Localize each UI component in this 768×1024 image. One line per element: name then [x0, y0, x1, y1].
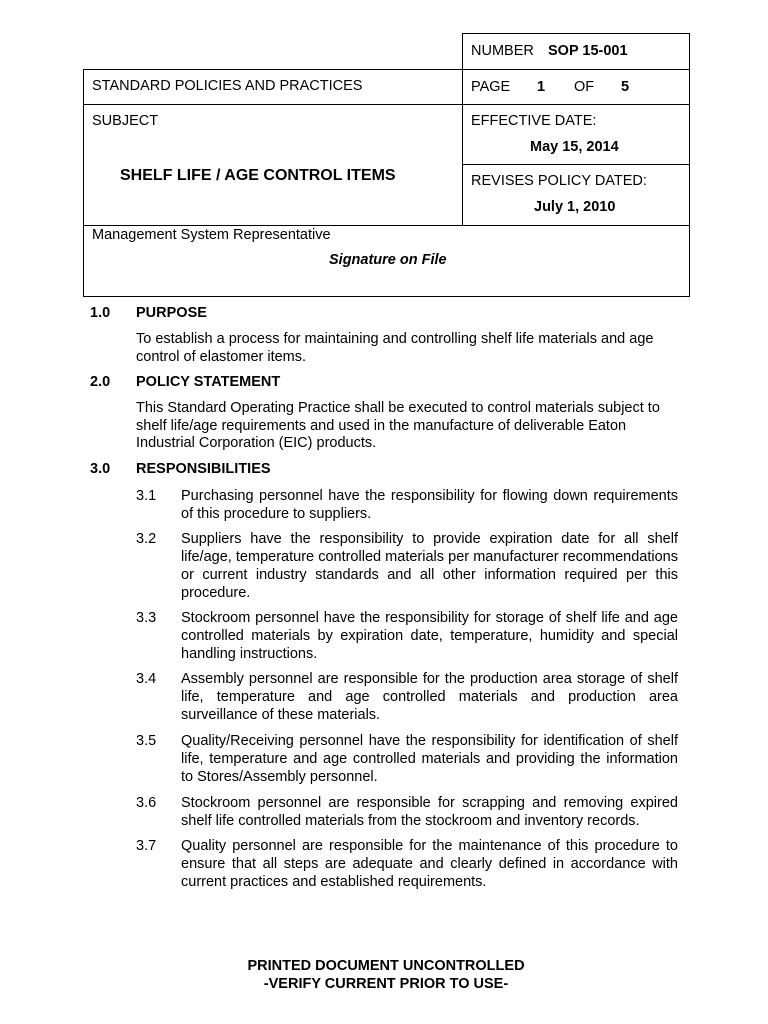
- revises-policy-cell: [462, 164, 690, 226]
- org-title-cell: [83, 69, 463, 105]
- subject-title: SHELF LIFE / AGE CONTROL ITEMS: [120, 167, 396, 184]
- page-label: PAGE: [471, 79, 511, 95]
- section-title: PURPOSE: [136, 305, 207, 321]
- signature-text: Signature on File: [329, 252, 447, 268]
- item-number: 3.5: [136, 733, 157, 749]
- page-current: 1: [537, 79, 546, 95]
- item-text: Suppliers have the responsibility to provide expiration date for all shelf life/age, temperature controlled materials per manufacturer recommendations or current industry standards and all other information required per this procedure.: [181, 531, 678, 601]
- item-number: 3.1: [136, 488, 157, 504]
- item-text: Purchasing personnel have the responsibility for flowing down requirements of this procedure to suppliers.: [181, 488, 678, 522]
- item-number: 3.4: [136, 671, 157, 687]
- section-policy-text: This Standard Operating Practice shall be executed to control materials subject to shelf life/age requirements and used in the manufacture of deliverable Eaton Industrial Corporation (EIC) products.: [136, 400, 660, 452]
- section-number: 1.0: [90, 305, 111, 321]
- section-number: 3.0: [90, 461, 111, 477]
- item-number: 3.2: [136, 531, 157, 547]
- effective-date-label: EFFECTIVE DATE:: [471, 113, 597, 129]
- footer-uncontrolled-notice: PRINTED DOCUMENT UNCONTROLLED: [247, 958, 525, 974]
- subject-cell: [83, 104, 463, 226]
- item-text: Stockroom personnel have the responsibility for storage of shelf life and age controlled materials by expiration date, temperature, humidity and special handling instructions.: [181, 610, 678, 662]
- revises-policy-value: July 1, 2010: [534, 199, 616, 215]
- item-text: Quality personnel are responsible for the maintenance of this procedure to ensure that all steps are adequate and clearly defined in accordance with current practices and established requirements.: [181, 838, 678, 890]
- item-number: 3.6: [136, 795, 157, 811]
- number-label: NUMBER: [471, 43, 534, 59]
- page-of-label: OF: [574, 79, 595, 95]
- effective-date-value: May 15, 2014: [530, 139, 619, 155]
- item-text: Assembly personnel are responsible for the production area storage of shelf life, temperature and age controlled materials and production area surveillance of these materials.: [181, 671, 678, 723]
- page-total: 5: [621, 79, 630, 95]
- footer-verify-notice: -VERIFY CURRENT PRIOR TO USE-: [263, 976, 509, 992]
- item-number: 3.7: [136, 838, 157, 854]
- page-cell: [462, 69, 690, 105]
- representative-label: Management System Representative: [92, 227, 331, 243]
- section-title: RESPONSIBILITIES: [136, 461, 271, 477]
- item-number: 3.3: [136, 610, 157, 626]
- subject-label: SUBJECT: [92, 113, 159, 129]
- revises-policy-label: REVISES POLICY DATED:: [471, 173, 647, 189]
- section-number: 2.0: [90, 374, 111, 390]
- item-text: Quality/Receiving personnel have the responsibility for identification of shelf life, temperature and age controlled materials and providing the information to Stores/Assembly personnel.: [181, 733, 678, 785]
- section-purpose-text: To establish a process for maintaining and controlling shelf life materials and age control of elastomer items.: [136, 331, 654, 365]
- org-title: STANDARD POLICIES AND PRACTICES: [92, 78, 363, 94]
- effective-date-cell: [462, 104, 690, 165]
- section-title: POLICY STATEMENT: [136, 374, 281, 390]
- number-value: SOP 15-001: [548, 43, 628, 59]
- number-cell: [462, 33, 690, 70]
- representative-cell: [83, 225, 690, 297]
- item-text: Stockroom personnel are responsible for scrapping and removing expired shelf life controlled materials from the stockroom and inventory records.: [181, 795, 678, 829]
